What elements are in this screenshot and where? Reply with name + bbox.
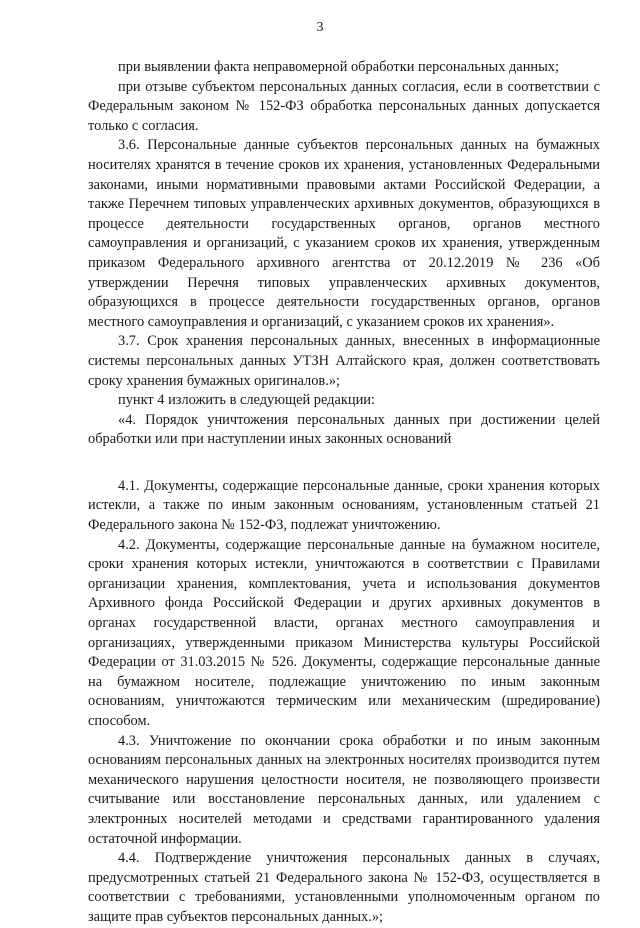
page-number: 3 [316, 20, 324, 35]
paragraph-section-4-3: 4.3. Уничтожение по окончании срока обработки и по иным законным основаниям персональных данных на электронных носителях производится путем механического нарушения целостности носителя, не позволяющего произвести считывание или восстановление персональных данных, или удалением с электронных носителей методами и средствами гарантированного удаления остаточной информации. [88, 732, 600, 847]
paragraph: пункт 4 изложить в следующей редакции: [118, 392, 375, 409]
paragraph-section-3-7: 3.7. Срок хранения персональных данных, внесенных в информационные системы персональных данных УТЗН Алтайского края, должен соответствовать сроку хранения бумажных оригиналов.»; [88, 333, 600, 389]
paragraph: при отзыве субъектом персональных данных согласия, если в соответствии с Федеральным законом № 152-ФЗ обработка персональных данных допускается только с согласия. [88, 78, 600, 134]
section-4-heading: «4. Порядок уничтожения персональных данных при достижении целей обработки или при наступлении иных законных оснований [88, 411, 600, 448]
paragraph-section-3-6: 3.6. Персональные данные субъектов персональных данных на бумажных носителях хранятся в течение сроков их хранения, установленных Федеральными законами, иными нормативными правовыми актами Российской Федерации, а также Перечнем типовых управленческих архивных документов, образующихся в процессе деятельности государственных органов, органов местного самоуправления и организаций, с указанием сроков их хранения, утвержденным приказом Федерального архивного агентства от 20.12.2019 № 236 «Об утверждении Перечня типовых управленческих архивных документов, образующихся в процессе деятельности государственных органов, органов местного самоуправления и организаций, с указанием сроков их хранения». [88, 137, 600, 330]
document-body [88, 58, 600, 928]
paragraph-section-4-2: 4.2. Документы, содержащие персональные данные на бумажном носителе, сроки хранения которых истекли, уничтожаются в соответствии с Правилами организации хранения, комплектования, учета и использования документов Архивного фонда Российской Федерации и других архивных документов в органах государственной власти, органах местного самоуправления и организациях, утвержденными приказом Министерства культуры Российской Федерации от 31.03.2015 № 526. Документы, содержащие персональные данные на бумажном носителе, подлежащие уничтожению по иным законным основаниям, уничтожаются термическим или механическим (шредирование) способом. [88, 536, 600, 729]
paragraph-section-4-4: 4.4. Подтверждение уничтожения персональных данных в случаях, предусмотренных статьей 21 Федерального закона № 152-ФЗ, осуществляется в соответствии с требованиями, установленными уполномоченным органом по защите прав субъектов персональных данных.»; [88, 850, 600, 925]
paragraph-section-4-1: 4.1. Документы, содержащие персональные данные, сроки хранения которых истекли, а также по иным законным основаниям, установленным статьей 21 Федерального закона № 152-ФЗ, подлежат уничтожению. [88, 477, 600, 534]
paragraph: при выявлении факта неправомерной обработки персональных данных; [118, 59, 559, 75]
